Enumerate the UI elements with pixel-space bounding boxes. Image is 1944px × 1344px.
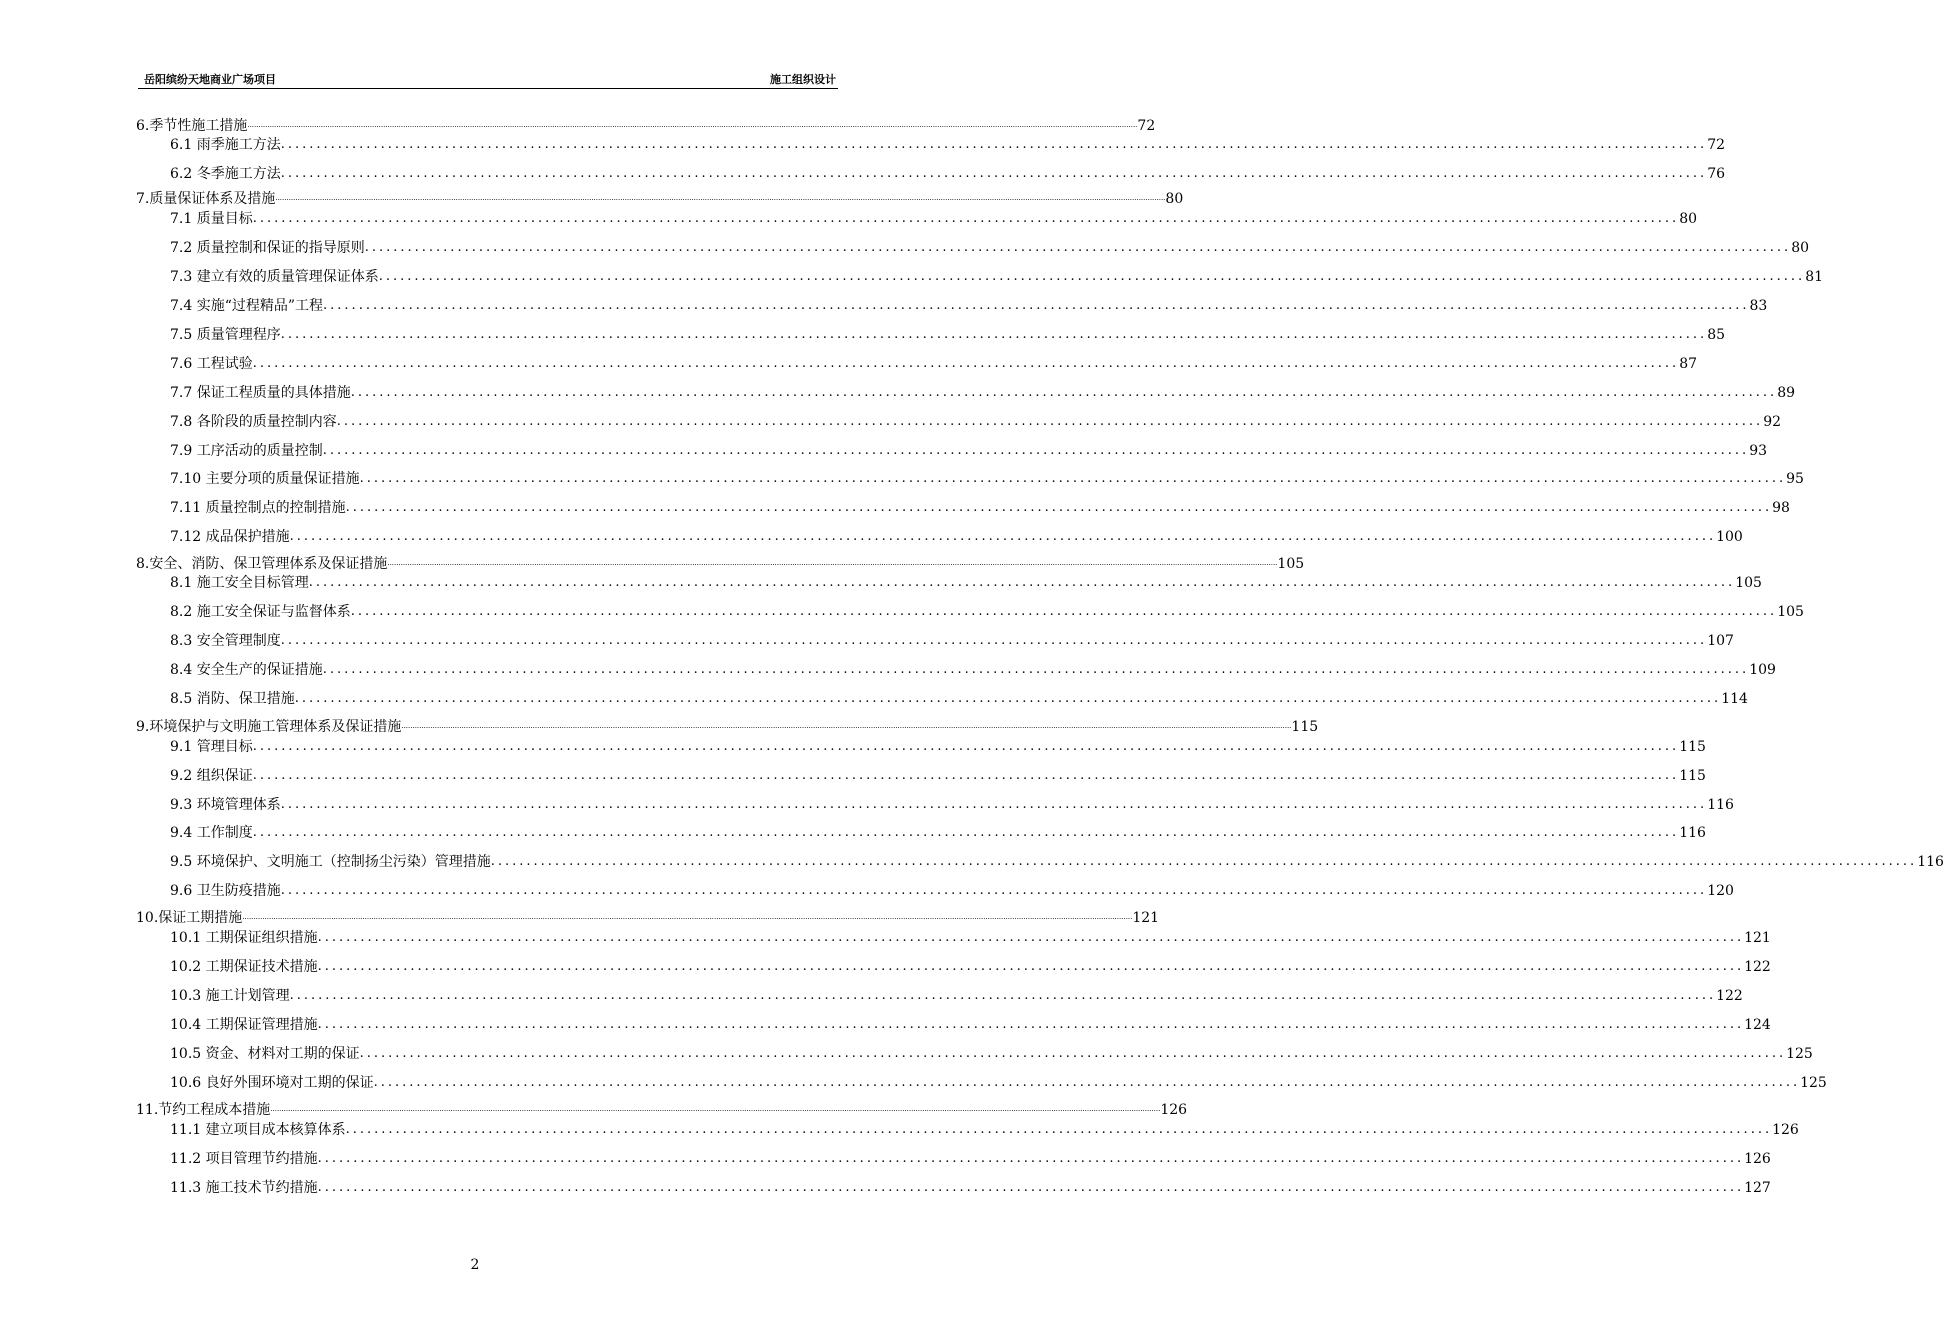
toc-dot-leader: ................................................................................................................................................................................................................................................................................................................................................................................................................	[387, 559, 1278, 567]
toc-dot-leader: ........................................................................................................................................................................................................	[490, 854, 1918, 869]
toc-dot-leader: ........................................................................................................................................................................................................	[350, 604, 1778, 619]
toc-chapter-entry[interactable]	[136, 717, 1319, 736]
toc-entry-label: 6.季节性施工措施	[136, 118, 248, 134]
toc-entry-label: 8.3 安全管理制度	[170, 633, 281, 649]
toc-dot-leader: ........................................................................................................................................................................................................	[336, 414, 1764, 429]
toc-entry-page: 127	[1744, 1180, 1771, 1196]
toc-entry-page: 98	[1772, 500, 1790, 516]
toc-entry-page: 121	[1744, 930, 1771, 946]
toc-entry-label: 9.5 环境保护、文明施工（控制扬尘污染）管理措施	[170, 854, 491, 870]
toc-entry-page: 124	[1744, 1017, 1771, 1033]
toc-entry-page: 116	[1917, 854, 1944, 870]
toc-entry-label: 7.10 主要分项的质量保证措施	[170, 471, 360, 487]
toc-entry-page: 122	[1744, 959, 1771, 975]
toc-dot-leader: ........................................................................................................................................................................................................	[280, 633, 1708, 648]
toc-chapter-entry[interactable]	[136, 908, 1160, 927]
toc-entry-label: 9.环境保护与文明施工管理体系及保证措施	[136, 719, 402, 735]
toc-entry-page: 105	[1777, 604, 1804, 620]
toc-entry-label: 7.8 各阶段的质量控制内容	[170, 414, 337, 430]
toc-dot-leader: ........................................................................................................................................................................................................	[280, 327, 1708, 342]
toc-entry-label: 11.2 项目管理节约措施	[170, 1151, 318, 1167]
toc-section-entry[interactable]	[170, 987, 1743, 1005]
toc-section-entry[interactable]	[170, 796, 1734, 814]
toc-section-entry[interactable]	[170, 413, 1782, 431]
toc-section-entry[interactable]	[170, 470, 1804, 488]
toc-dot-leader: ........................................................................................................................................................................................................	[317, 1151, 1745, 1166]
toc-entry-page: 93	[1749, 443, 1768, 459]
toc-entry-label: 9.3 环境管理体系	[170, 797, 281, 813]
toc-dot-leader: ........................................................................................................................................................................................................	[294, 691, 1722, 706]
toc-dot-leader: ................................................................................................................................................................................................................................................................................................................................................................................................................	[242, 913, 1133, 921]
toc-entry-page: 100	[1716, 529, 1743, 545]
toc-entry-label: 8.安全、消防、保卫管理体系及保证措施	[136, 556, 388, 572]
toc-section-entry[interactable]	[170, 1045, 1813, 1063]
toc-dot-leader: ........................................................................................................................................................................................................	[280, 137, 1708, 152]
toc-section-entry[interactable]	[170, 632, 1734, 650]
toc-entry-page: 116	[1679, 825, 1706, 841]
toc-section-entry[interactable]	[170, 384, 1796, 402]
toc-section-entry[interactable]	[170, 882, 1734, 900]
toc-entry-label: 11.节约工程成本措施	[136, 1102, 271, 1118]
toc-entry-label: 7.12 成品保护措施	[170, 529, 290, 545]
toc-entry-label: 9.6 卫生防疫措施	[170, 883, 281, 899]
toc-section-entry[interactable]	[170, 355, 1698, 373]
toc-entry-page: 121	[1132, 910, 1160, 926]
toc-entry-label: 6.2 冬季施工方法	[170, 166, 281, 182]
toc-entry-page: 126	[1744, 1151, 1771, 1167]
toc-dot-leader: ........................................................................................................................................................................................................	[378, 269, 1806, 284]
toc-entry-page: 114	[1721, 691, 1748, 707]
toc-entry-label: 7.2 质量控制和保证的指导原则	[170, 240, 365, 256]
toc-entry-page: 80	[1165, 191, 1184, 207]
toc-section-entry[interactable]	[170, 690, 1748, 708]
toc-section-entry[interactable]	[170, 1179, 1771, 1197]
toc-entry-page: 115	[1679, 768, 1706, 784]
toc-section-entry[interactable]	[170, 210, 1698, 228]
toc-dot-leader: ........................................................................................................................................................................................................	[317, 959, 1745, 974]
toc-dot-leader: ........................................................................................................................................................................................................	[289, 529, 1717, 544]
toc-entry-page: 89	[1777, 385, 1796, 401]
toc-entry-label: 9.2 组织保证	[170, 768, 253, 784]
toc-entry-label: 11.3 施工技术节约措施	[170, 1180, 318, 1196]
toc-entry-label: 7.1 质量目标	[170, 211, 253, 227]
toc-entry-page: 105	[1735, 575, 1762, 591]
toc-entry-page: 126	[1160, 1102, 1188, 1118]
toc-dot-leader: ........................................................................................................................................................................................................	[323, 298, 1750, 313]
toc-entry-label: 9.4 工作制度	[170, 825, 253, 841]
toc-entry-page: 115	[1679, 739, 1706, 755]
toc-section-entry[interactable]	[170, 929, 1771, 947]
toc-dot-leader: ........................................................................................................................................................................................................	[317, 1180, 1745, 1195]
toc-entry-page: 116	[1707, 797, 1734, 813]
toc-dot-leader: ........................................................................................................................................................................................................	[252, 768, 1680, 783]
toc-entry-label: 8.5 消防、保卫措施	[170, 691, 295, 707]
toc-entry-label: 10.6 良好外围环境对工期的保证	[170, 1075, 374, 1091]
toc-entry-label: 10.5 资金、材料对工期的保证	[170, 1046, 360, 1062]
toc-entry-page: 105	[1277, 556, 1305, 572]
toc-dot-leader: ................................................................................................................................................................................................................................................................................................................................................................................................................	[275, 194, 1166, 202]
header-document-title: 施工组织设计	[770, 73, 836, 86]
toc-chapter-entry[interactable]	[136, 554, 1305, 573]
toc-entry-label: 8.2 施工安全保证与监督体系	[170, 604, 351, 620]
toc-entry-page: 122	[1716, 988, 1743, 1004]
toc-dot-leader: ........................................................................................................................................................................................................	[345, 1122, 1773, 1137]
toc-dot-leader: ................................................................................................................................................................................................................................................................................................................................................................................................................	[270, 1105, 1161, 1113]
toc-entry-page: 72	[1137, 118, 1156, 134]
toc-dot-leader: ........................................................................................................................................................................................................	[373, 1075, 1801, 1090]
toc-section-entry[interactable]	[170, 528, 1743, 546]
toc-entry-page: 92	[1763, 414, 1782, 430]
toc-entry-label: 10.2 工期保证技术措施	[170, 959, 318, 975]
toc-entry-page: 87	[1679, 356, 1698, 372]
toc-section-entry[interactable]	[170, 1121, 1799, 1139]
toc-chapter-entry[interactable]	[136, 1100, 1188, 1119]
toc-dot-leader: ........................................................................................................................................................................................................	[317, 1017, 1745, 1032]
toc-section-entry[interactable]	[170, 767, 1706, 785]
toc-entry-label: 10.3 施工计划管理	[170, 988, 290, 1004]
toc-dot-leader: ................................................................................................................................................................................................................................................................................................................................................................................................................	[401, 722, 1292, 730]
toc-dot-leader: ........................................................................................................................................................................................................	[280, 166, 1708, 181]
page-number: 2	[470, 1257, 480, 1273]
toc-entry-page: 126	[1772, 1122, 1799, 1138]
toc-entry-label: 10.1 工期保证组织措施	[170, 930, 318, 946]
toc-entry-page: 115	[1291, 719, 1319, 735]
toc-dot-leader: ........................................................................................................................................................................................................	[364, 240, 1792, 255]
toc-entry-label: 7.6 工程试验	[170, 356, 253, 372]
toc-section-entry[interactable]	[170, 661, 1776, 679]
toc-section-entry[interactable]	[170, 326, 1726, 344]
toc-dot-leader: ........................................................................................................................................................................................................	[289, 988, 1717, 1003]
toc-entry-page: 95	[1786, 471, 1804, 487]
toc-entry-page: 72	[1707, 137, 1726, 153]
toc-section-entry[interactable]	[170, 136, 1726, 154]
toc-entry-label: 10.4 工期保证管理措施	[170, 1017, 318, 1033]
toc-dot-leader: ........................................................................................................................................................................................................	[252, 739, 1680, 754]
toc-section-entry[interactable]	[170, 297, 1768, 315]
toc-entry-label: 7.7 保证工程质量的具体措施	[170, 385, 351, 401]
toc-dot-leader: ........................................................................................................................................................................................................	[280, 883, 1708, 898]
toc-section-entry[interactable]	[170, 603, 1804, 621]
toc-section-entry[interactable]	[170, 442, 1768, 460]
toc-dot-leader: ........................................................................................................................................................................................................	[359, 1046, 1787, 1061]
toc-section-entry[interactable]	[170, 738, 1706, 756]
toc-entry-label: 6.1 雨季施工方法	[170, 137, 281, 153]
toc-entry-label: 8.1 施工安全目标管理	[170, 575, 309, 591]
toc-dot-leader: ........................................................................................................................................................................................................	[280, 797, 1708, 812]
toc-chapter-entry[interactable]	[136, 116, 1156, 135]
toc-entry-page: 83	[1749, 298, 1768, 314]
toc-dot-leader: ........................................................................................................................................................................................................	[322, 443, 1750, 458]
toc-entry-label: 7.9 工序活动的质量控制	[170, 443, 323, 459]
header-project-title: 岳阳缤纷天地商业广场项目	[144, 73, 276, 86]
toc-entry-label: 8.4 安全生产的保证措施	[170, 662, 323, 678]
toc-entry-label: 11.1 建立项目成本核算体系	[170, 1122, 346, 1138]
toc-entry-label: 7.质量保证体系及措施	[136, 191, 276, 207]
toc-chapter-entry[interactable]	[136, 189, 1184, 208]
toc-entry-page: 120	[1707, 883, 1734, 899]
toc-dot-leader: ................................................................................................................................................................................................................................................................................................................................................................................................................	[247, 121, 1138, 129]
toc-dot-leader: ........................................................................................................................................................................................................	[317, 930, 1745, 945]
toc-entry-page: 125	[1786, 1046, 1813, 1062]
toc-entry-label: 7.11 质量控制点的控制措施	[170, 500, 346, 516]
toc-section-entry[interactable]	[170, 958, 1771, 976]
toc-entry-page: 80	[1791, 240, 1810, 256]
toc-section-entry[interactable]	[170, 239, 1810, 257]
toc-dot-leader: ........................................................................................................................................................................................................	[350, 385, 1778, 400]
toc-dot-leader: ........................................................................................................................................................................................................	[252, 211, 1680, 226]
toc-section-entry[interactable]	[170, 268, 1824, 286]
toc-section-entry[interactable]	[170, 574, 1762, 592]
toc-entry-label: 7.3 建立有效的质量管理保证体系	[170, 269, 379, 285]
toc-entry-label: 7.5 质量管理程序	[170, 327, 281, 343]
toc-section-entry[interactable]	[170, 853, 1944, 871]
toc-section-entry[interactable]	[170, 1016, 1771, 1034]
toc-dot-leader: ........................................................................................................................................................................................................	[322, 662, 1750, 677]
toc-dot-leader: ........................................................................................................................................................................................................	[359, 471, 1787, 486]
toc-entry-page: 81	[1805, 269, 1824, 285]
toc-section-entry[interactable]	[170, 1150, 1771, 1168]
toc-section-entry[interactable]	[170, 824, 1706, 842]
toc-entry-page: 125	[1800, 1075, 1827, 1091]
toc-entry-page: 80	[1679, 211, 1698, 227]
toc-dot-leader: ........................................................................................................................................................................................................	[252, 356, 1680, 371]
page-header	[138, 68, 838, 89]
toc-dot-leader: ........................................................................................................................................................................................................	[308, 575, 1736, 590]
toc-entry-page: 76	[1707, 166, 1726, 182]
toc-entry-page: 107	[1707, 633, 1734, 649]
toc-entry-label: 10.保证工期措施	[136, 910, 243, 926]
toc-dot-leader: ........................................................................................................................................................................................................	[345, 500, 1773, 515]
toc-section-entry[interactable]	[170, 165, 1726, 183]
toc-section-entry[interactable]	[170, 499, 1790, 517]
toc-section-entry[interactable]	[170, 1074, 1827, 1092]
toc-dot-leader: ........................................................................................................................................................................................................	[252, 825, 1680, 840]
toc-entry-page: 85	[1707, 327, 1726, 343]
toc-entry-page: 109	[1749, 662, 1776, 678]
toc-entry-label: 7.4 实施“过程精品”工程	[170, 298, 324, 314]
toc-entry-label: 9.1 管理目标	[170, 739, 253, 755]
